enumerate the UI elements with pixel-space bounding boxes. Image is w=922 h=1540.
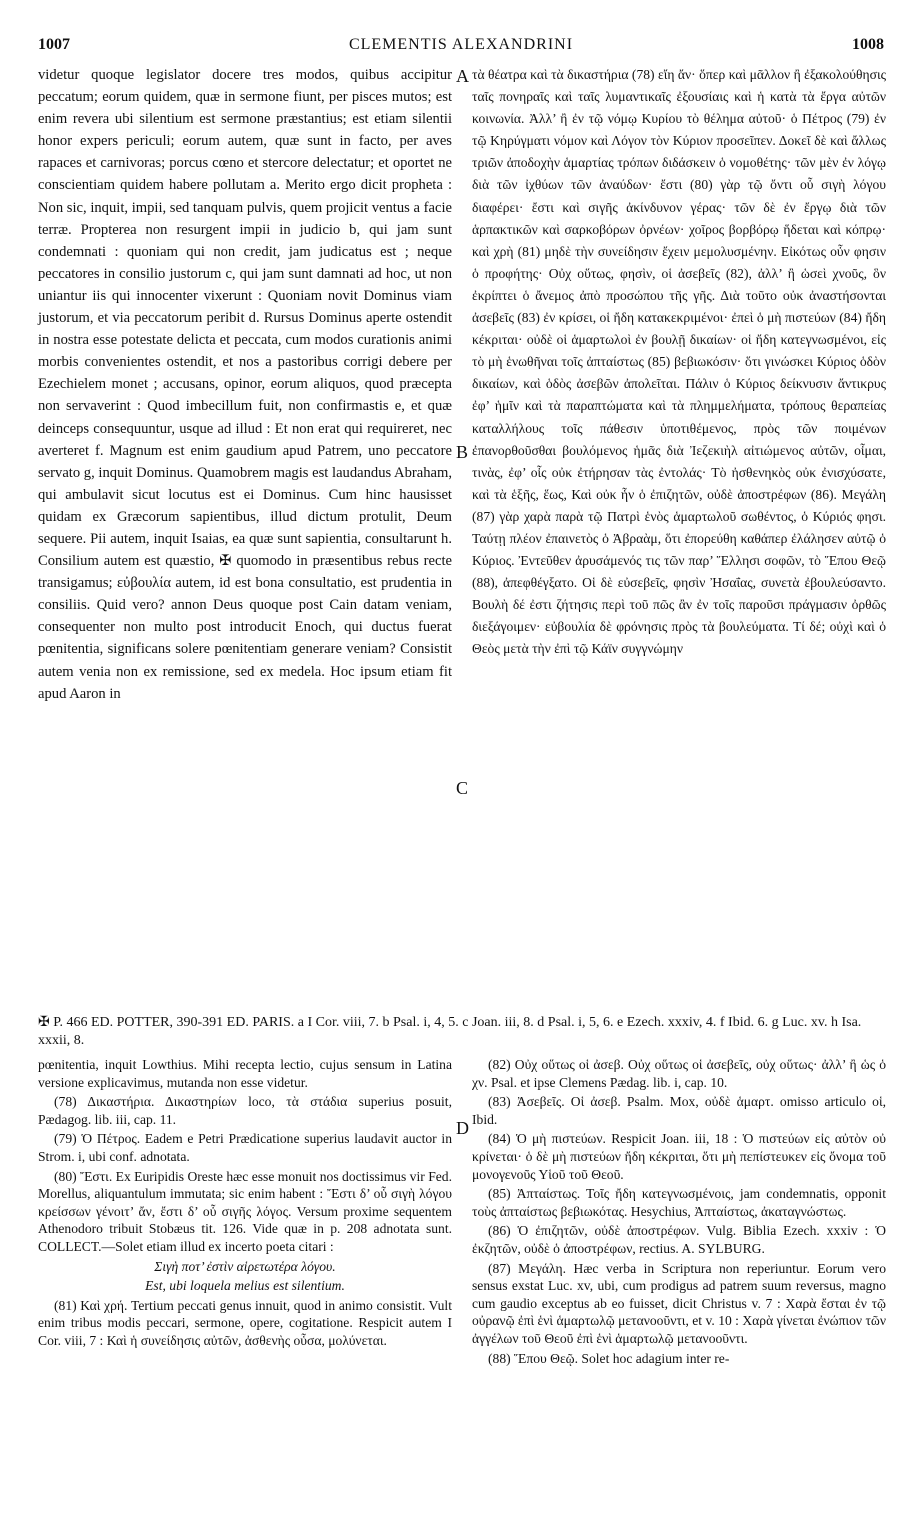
margin-mark-b: B xyxy=(456,442,469,462)
note-right-5: (87) Μεγάλη. Hæc verba in Scriptura non reperiuntur. Eorum vero sensus exstat Luc. xv, ubi, cum prodigus ad patrem suum reversus, magno cum gaudio exceptus ab eo fuisset, dicit Christus v. 7 : Χαρὰ ἔσται ἐν τῷ οὐρανῷ ἐπὶ ἑνὶ ἁμαρτωλῷ μετανοοῦντι, et v. 10 : Χαρὰ γίνεται ἐνώπιον τῶν ἀγγέλων τοῦ Θεοῦ ἐπὶ ἑνὶ ἁμαρτωλῷ μετανοοῦντι. xyxy=(472,1260,886,1346)
margin-mark-d: D xyxy=(456,1118,469,1138)
note-left-6: (81) Καὶ χρή. Tertium peccati genus innuit, quod in animo consistit. Vult enim tribus modis peccari, sermone, opere, cogitatione. Respicit autem I Cor. viii, 7 : Καὶ ἡ συνείδησις αὐτῶν, ἀσθενὴς οὖσα, μολύνεται. xyxy=(38,1297,452,1348)
margin-mark-a: A xyxy=(456,66,469,86)
note-right-3: (85) Ἀπταίστως. Τοῖς ἤδη κατεγνωσμένοις, jam condemnatis, opponit τοὺς ἀπταίστως βεβιωκότας. Hesychius, Ἀπταίστως, ἀκαταγνώστως. xyxy=(472,1186,886,1219)
note-right-0: (82) Οὐχ οὕτως οἱ ἀσεβ. Οὐχ οὕτως οἱ ἀσεβεῖς, οὐχ οὕτως· ἀλλ’ ἢ ὡς ὁ χν. Psal. et ipse Clemens Pædag. lib. i, cap. 10. xyxy=(472,1057,886,1090)
running-title: CLEMENTIS ALEXANDRINI xyxy=(348,36,574,53)
note-left-verse-greek: Σιγὴ ποτ’ ἐστὶν αἱρετωτέρα λόγου. xyxy=(154,1258,336,1274)
notes-right-column xyxy=(472,1056,886,1369)
note-left-1: (78) Δικαστήρια. Δικαστηρίων loco, τὰ στάδια superius posuit, Pædagog. lib. iii, cap. 11. xyxy=(38,1094,452,1127)
greek-text-column xyxy=(472,64,886,661)
note-right-2: (84) Ὁ μὴ πιστεύων. Respicit Joan. iii, 18 : Ὁ πιστεύων εἰς αὐτὸν οὐ κρίνεται· ὁ δὲ μὴ πιστεύων ἤδη κέκριται, ὅτι μὴ πεπίστευκεν εἰς ὄνομα τοῦ μονογενοῦς Υἱοῦ τοῦ Θεοῦ. xyxy=(472,1131,886,1182)
running-header xyxy=(38,36,884,60)
note-left-3: (80) Ἔστι. Ex Euripidis Oreste hæc esse monuit nos doctissimus vir Fed. Morellus, aliquantulum immutata; sic enim habent : Ἔστι δ’ οὗ σιγὴ λόγου κρείσσων γένοιτ’ ἄν, ἔστι δ’ οὗ σιγῆς λόγος. Versum proxime sequentem Athenodoro tribuit Stobæus tit. 126. Vide quæ in p. 208 adnotata sunt. COLLECT.—Solet etiam illud ex incerto poeta citari : xyxy=(38,1168,452,1254)
scripture-references: ✠ P. 466 ED. POTTER, 390-391 ED. PARIS. a I Cor. viii, 7. b Psal. i, 4, 5. c Joan. iii, 8. d Psal. i, 5, 6. e Ezech. xxxiv, 4. f Ibid. 6. g Luc. xv. h Isa. xxxii, 8. xyxy=(38,1015,862,1048)
note-left-verse-latin: Est, ubi loquela melius est silentium. xyxy=(145,1278,345,1294)
latin-text-column xyxy=(38,64,452,705)
left-page-number: 1007 xyxy=(38,36,70,53)
note-right-1: (83) Ἀσεβεῖς. Οἱ ἀσεβ. Psalm. Mox, οὐδὲ ἁμαρτ. omisso articulo oἱ, Ibid. xyxy=(472,1094,886,1127)
note-left-2: (79) Ὁ Πέτρος. Eadem e Petri Prædicatione superius laudavit auctor in Strom. i, ubi conf. adnotata. xyxy=(38,1131,452,1164)
margin-mark-c: C xyxy=(456,778,469,798)
latin-body: videtur quoque legislator docere tres modos, quibus accipitur peccatum; eorum quidem, quæ in sermone fiunt, per pisces mutos; est enim revera ubi silentium est sermone præstantius; est etiam silentii honor expers periculi; eorum autem, quæ sunt in facto, per aves rapaces et carnivoras; porcus cœno et stercore delectatur; et oportet ne conscientiam quidem habere pollutam a. Merito ergo dicit propheta : Non sic, inquit, impii, sed tanquam pulvis, quem projicit ventus a facie terræ. Propterea non resurgent impii in judicio b, qui jam sunt condemnati : quoniam qui non credit, jam judicatus est ; neque peccatores in consilio justorum c, qui jam sunt damnati ad hoc, ut non uniantur iis qui innocenter vixerunt : Quoniam novit Dominus viam justorum, et via peccatorum peribit d. Rursus Dominus aperte ostendit in nostra esse potestate delicta et peccata, cum modos curationis animi morbis convenientes ostendit, et nos a pastoribus corrigi debere per Ezechielem monet ; accusans, opinor, eorum aliquos, quod præcepta non servaverint : Quod imbecillum fuit, non confirmastis e, et quæ deinceps consequuntur, usque ad illud : Et non erat qui requireret, nec averteret f. Magnum est enim gaudium apud Patrem, uno peccatore servato g, inquit Dominus. Quamobrem magis est laudandus Abraham, qui ambulavit sicut locutus est ei Dominus. Cum hinc hausisset quidam ex Græcorum sapientibus, illud dictum protulit, Deum sequere. Pii autem, inquit Isaias, ea quæ sunt sapientia, consultarunt h. Consilium autem est quæstio, ✠ quomodo in præsentibus rebus recte transigamus; εὐβουλία autem, id est bona consultatio, est prudentia in consiliis. Quid vero? annon Deus quoque post Cain datam veniam, consequenter non multo post introducit Enoch, qui ductus fuerat pœnitentia, significans solere pœnitentiam generare veniam? Consistit autem venia non ex remissione, sed ex medela. Hoc ipsum etiam fit apud Aaron in xyxy=(38,67,452,702)
notes-left-column xyxy=(38,1056,452,1352)
note-left-0: pœnitentia, inquit Lowthius. Mihi recepta lectio, cujus sensum in Latina versione explicavimus, mutanda non esse videtur. xyxy=(38,1057,452,1090)
right-page-number: 1008 xyxy=(852,36,884,53)
greek-body: τὰ θέατρα καὶ τὰ δικαστήρια (78) εἴη ἄν· ὅπερ καὶ μᾶλλον ἢ ἐξακολούθησις ταῖς πονηραῖς καὶ ταῖς λυμαντικαῖς ἐξουσίαις καὶ ἡ κατὰ τὰ ἔργα αὐτῶν κοινωνία. Ἀλλ’ ἢ ἐν τῷ νόμῳ Κυρίου τὸ θέλημα αὐτοῦ· ὁ Πέτρος (79) ἐν τῷ Κηρύγματι νόμον καὶ Λόγον τὸν Κύριον προσεῖπεν. Δοκεῖ δὲ καὶ ἄλλως τριῶν ἀποδοχὴν ἁμαρτίας τρόπων διδάσκειν ὁ νομοθέτης· τῶν μὲν ἐν λόγῳ διὰ τῶν ἰχθύων τῶν ἀναύδων· ἔστι (80) γὰρ τῷ ὄντι οὗ σιγὴ λόγου διαφέρει· ἔστι καὶ σιγῆς ἀκίνδυνον γέρας· τῶν δὲ ἐν ἔργῳ διὰ τῶν ἁρπακτικῶν καὶ σαρκοβόρων ὀρνέων· χοῖρος βορβόρῳ ἥδεται καὶ κόπρῳ· καὶ χρὴ (81) μηδὲ τὴν συνείδησιν ἔχειν μεμολυσμένην. Εἰκότως οὖν φησιν ὁ προφήτης· Οὐχ οὕτως, φησὶν, οἱ ἀσεβεῖς (82), ἀλλ’ ἢ ὡσεὶ χνοῦς, ὃν ἐκρίπτει ὁ ἄνεμος ἀπὸ προσώπου τῆς γῆς. Διὰ τοῦτο οὐκ ἀναστήσονται ἀσεβεῖς (83) ἐν κρίσει, οἱ ἤδη κατακεκριμένοι· ἐπεὶ ὁ μὴ πιστεύων (84) ἤδη κέκριται· οὐδὲ οἱ ἁμαρτωλοὶ ἐν βουλῇ δικαίων· οἱ ἤδη κατεγνωσμένοι, εἰς τὸ μὴ ἑνωθῆναι τοῖς ἀπταίστως (85) βεβιωκόσιν· ὅτι γινώσκει Κύριος ὁδὸν δικαίων, καὶ ὁδὸς ἀσεβῶν ἀπολεῖται. Πάλιν ὁ Κύριος δείκνυσιν ἄντικρυς ἐφ’ ἡμῖν καὶ τὰ παραπτώματα καὶ τὰ πλημμελήματα, τρόπους θεραπείας καταλλήλους τοῖς πάθεσιν ὑποτιθέμενος, πρὸς τῶν ποιμένων ἐπανορθοῦσθαι βουλόμενος ἡμᾶς διὰ Ἰεζεκιὴλ αἰτιώμενος αὐτῶν, οἶμαι, τινὰς, ἐφ’ οἷς οὐκ ἐτήρησαν τὰς ἐντολάς· Τὸ ἠσθενηκὸς οὐκ ἐνισχύσατε, καὶ τὰ ἑξῆς, ἕως, Καὶ οὐκ ἦν ὁ ἐπιζητῶν, οὐδὲ ἀποστρέφων (86). Μεγάλη (87) γὰρ χαρὰ παρὰ τῷ Πατρὶ ἑνὸς ἁμαρτωλοῦ σωθέντος, ὁ Κύριός φησι. Ταύτῃ πλέον ἐπαινετὸς ὁ Ἀβραὰμ, ὅτι ἐπορεύθη καθάπερ ἐλάλησεν αὐτῷ ὁ Κύριος. Ἐντεῦθεν ἀρυσάμενός τις τῶν παρ’ Ἕλλησι σοφῶν, τὸ Ἕπου Θεῷ (88), ἀπεφθέγξατο. Οἱ δὲ εὐσεβεῖς, φησὶν Ἠσαΐας, συνετὰ ἐβουλεύσαντο. Βουλὴ δέ ἐστι ζήτησις περὶ τοῦ πῶς ἂν ἐν τοῖς παροῦσι πράγμασιν ὀρθῶς διεξάγοιμεν· εὐβουλία δὲ φρόνησις πρὸς τὰ βουλεύματα. Τί δέ; οὐχὶ καὶ ὁ Θεὸς μετὰ τὴν ἐπὶ τῷ Κάϊν συγγνώμην xyxy=(472,67,886,657)
note-right-4: (86) Ὁ ἐπιζητῶν, οὐδὲ ἀποστρέφων. Vulg. Biblia Ezech. xxxiv : Ὁ ἐκζητῶν, οὐδὲ ὁ ἀποστρέφων, rectius. A. SYLBURG. xyxy=(472,1223,886,1256)
note-right-6: (88) Ἕπου Θεῷ. Solet hoc adagium inter re- xyxy=(488,1350,730,1366)
